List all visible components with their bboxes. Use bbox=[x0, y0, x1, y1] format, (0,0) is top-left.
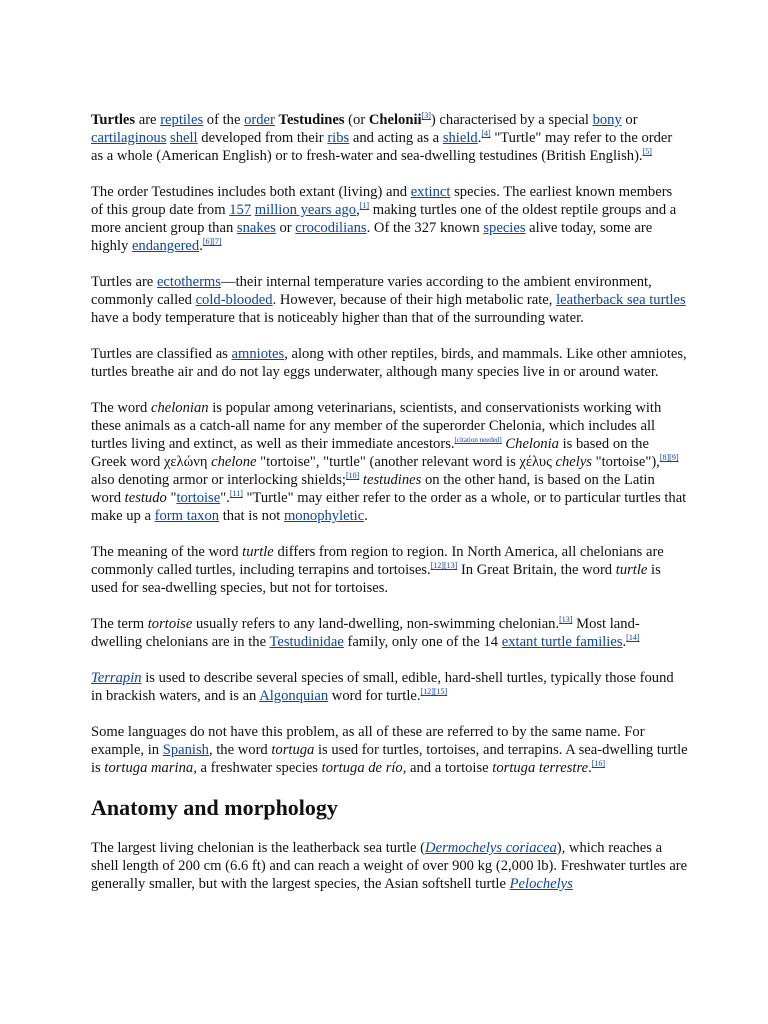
paragraph-chelonian: The word chelonian is popular among veterinarians, scientists, and conservationists working with these animals as a catch-all name for any member of the superorder Chelonia, which includes all turtles living and extinct, as well as their immediate ancestors.[citation needed] Chelonia is based on the Greek word χελώνη chelone "tortoise", "turtle" (another relevant word is χέλυς chelys "tortoise"),[8][9] also denoting armor or interlocking shields;[10] testudines on the other hand, is based on the Latin word testudo "tortoise".[11] "Turtle" may either refer to the order as a whole, or to particular turtles that make up a form taxon that is not monophyletic. bbox=[91, 400, 687, 524]
link-form-taxon[interactable]: form taxon bbox=[154, 508, 220, 524]
link-shell[interactable]: shell bbox=[170, 130, 198, 146]
paragraph-intro: Turtles are reptiles of the order Testudines (or Chelonii[3]) characterised by a special bony or cartilaginous shell developed from their ribs and acting as a shield.[4] "Turtle" may refer to the order as a whole (American English) or to fresh-water and sea-dwelling testudines (British English).[5] bbox=[91, 111, 673, 164]
citation-needed-link[interactable]: [citation needed] bbox=[454, 436, 502, 444]
link-endangered[interactable]: endangered bbox=[131, 238, 200, 254]
citation-link[interactable]: [14] bbox=[626, 633, 640, 642]
citation-link[interactable]: [6][7] bbox=[202, 237, 222, 246]
citation-link[interactable]: [10] bbox=[345, 471, 360, 480]
link-leatherback-sea-turtles[interactable]: leatherback sea turtles bbox=[556, 292, 686, 308]
citation-link[interactable]: [11] bbox=[229, 489, 243, 498]
citation-link[interactable]: [5] bbox=[642, 147, 652, 156]
link-pelochelys[interactable]: Pelochelys bbox=[509, 876, 573, 892]
link-ectotherms[interactable]: ectotherms bbox=[156, 274, 221, 290]
paragraph-meaning: The meaning of the word turtle differs from region to region. In North America, all chelonians are commonly called turtles, including terrapins and tortoises.[12][13] In Great Britain, the word turtle is used for sea-dwelling species, but not for tortoises. bbox=[91, 544, 664, 596]
link-amniotes[interactable]: amniotes bbox=[231, 346, 285, 362]
link-reptiles[interactable]: reptiles bbox=[160, 112, 204, 128]
citation-link[interactable]: [3] bbox=[421, 111, 431, 120]
section-heading-anatomy: Anatomy and morphology bbox=[91, 795, 338, 820]
citation-link[interactable]: [12][15] bbox=[420, 687, 448, 696]
link-monophyletic[interactable]: monophyletic bbox=[283, 508, 365, 524]
link-cartilaginous[interactable]: cartilaginous bbox=[91, 130, 167, 146]
link-order[interactable]: order bbox=[244, 112, 275, 128]
link-crocodilians[interactable]: crocodilians bbox=[295, 220, 367, 236]
link-bony[interactable]: bony bbox=[592, 112, 622, 128]
link-ribs[interactable]: ribs bbox=[327, 130, 350, 146]
link-spanish[interactable]: Spanish bbox=[162, 742, 209, 758]
term-testudines: Testudines bbox=[278, 112, 345, 128]
paragraph-order: The order Testudines includes both extant (living) and extinct species. The earliest known members of this group date from 157 million years ago,[1] making turtles one of the oldest reptile groups and a more ancient group than snakes or crocodilians. Of the 327 known species alive today, some are highly endangered.[6][7] bbox=[91, 184, 677, 254]
term-chelonii: Chelonii bbox=[368, 112, 422, 128]
link-tortoise[interactable]: tortoise bbox=[176, 490, 221, 506]
citation-link[interactable]: [16] bbox=[591, 759, 606, 768]
citation-link[interactable]: [8][9] bbox=[659, 453, 679, 462]
link-157[interactable]: 157 bbox=[229, 202, 252, 218]
paragraph-terrapin: Terrapin is used to describe several species of small, edible, hard-shell turtles, typically those found in brackish waters, and is an Algonquian word for turtle.[12][15] bbox=[91, 670, 674, 704]
link-species[interactable]: species bbox=[483, 220, 526, 236]
paragraph-tortoise: The term tortoise usually refers to any land-dwelling, non-swimming chelonian.[13] Most land-dwelling chelonians are in the Testudinidae family, only one of the 14 extant turtle families.[14] bbox=[91, 615, 640, 650]
link-extant-turtle-families[interactable]: extant turtle families bbox=[501, 634, 623, 650]
paragraph-anatomy: The largest living chelonian is the leatherback sea turtle (Dermochelys coriacea), which reaches a shell length of 200 cm (6.6 ft) and can reach a weight of over 900 kg (2,000 lb). Freshwater turtles are generally smaller, but with the largest species, the Asian softshell turtle Pelochelys bbox=[91, 840, 688, 892]
link-dermochelys-coriacea[interactable]: Dermochelys coriacea bbox=[425, 840, 557, 856]
link-snakes[interactable]: snakes bbox=[236, 220, 276, 236]
term-turtles: Turtles bbox=[91, 112, 136, 128]
citation-link[interactable]: [4] bbox=[481, 129, 491, 138]
citation-link[interactable]: [12][13] bbox=[430, 561, 458, 570]
paragraph-ectotherms: Turtles are ectotherms—their internal temperature varies according to the ambient environment, commonly called cold-blooded. However, because of their high metabolic rate, leatherback sea turtles have a body temperature that is noticeably higher than that of the surrounding water. bbox=[91, 274, 686, 326]
link-shield[interactable]: shield bbox=[442, 130, 478, 146]
citation-link[interactable]: [1] bbox=[359, 201, 370, 210]
link-algonquian[interactable]: Algonquian bbox=[259, 688, 329, 704]
link-terrapin[interactable]: Terrapin bbox=[91, 670, 142, 686]
citation-link[interactable]: [13] bbox=[559, 615, 573, 624]
paragraph-amniotes: Turtles are classified as amniotes, along with other reptiles, birds, and mammals. Like other amniotes, turtles breathe air and do not lay eggs underwater, although many species live in or around water. bbox=[91, 346, 687, 380]
link-million-years-ago[interactable]: million years ago bbox=[254, 202, 357, 218]
link-cold-blooded[interactable]: cold-blooded bbox=[195, 292, 273, 308]
link-extinct[interactable]: extinct bbox=[410, 184, 451, 200]
paragraph-languages: Some languages do not have this problem, as all of these are referred to by the same name. For example, in Spanish, the word tortuga is used for turtles, tortoises, and terrapins. A sea-dwelling turtle is tortuga marina, a freshwater species tortuga de río, and a tortoise tortuga terrestre.[16] bbox=[91, 724, 688, 776]
link-testudinidae[interactable]: Testudinidae bbox=[269, 634, 344, 650]
